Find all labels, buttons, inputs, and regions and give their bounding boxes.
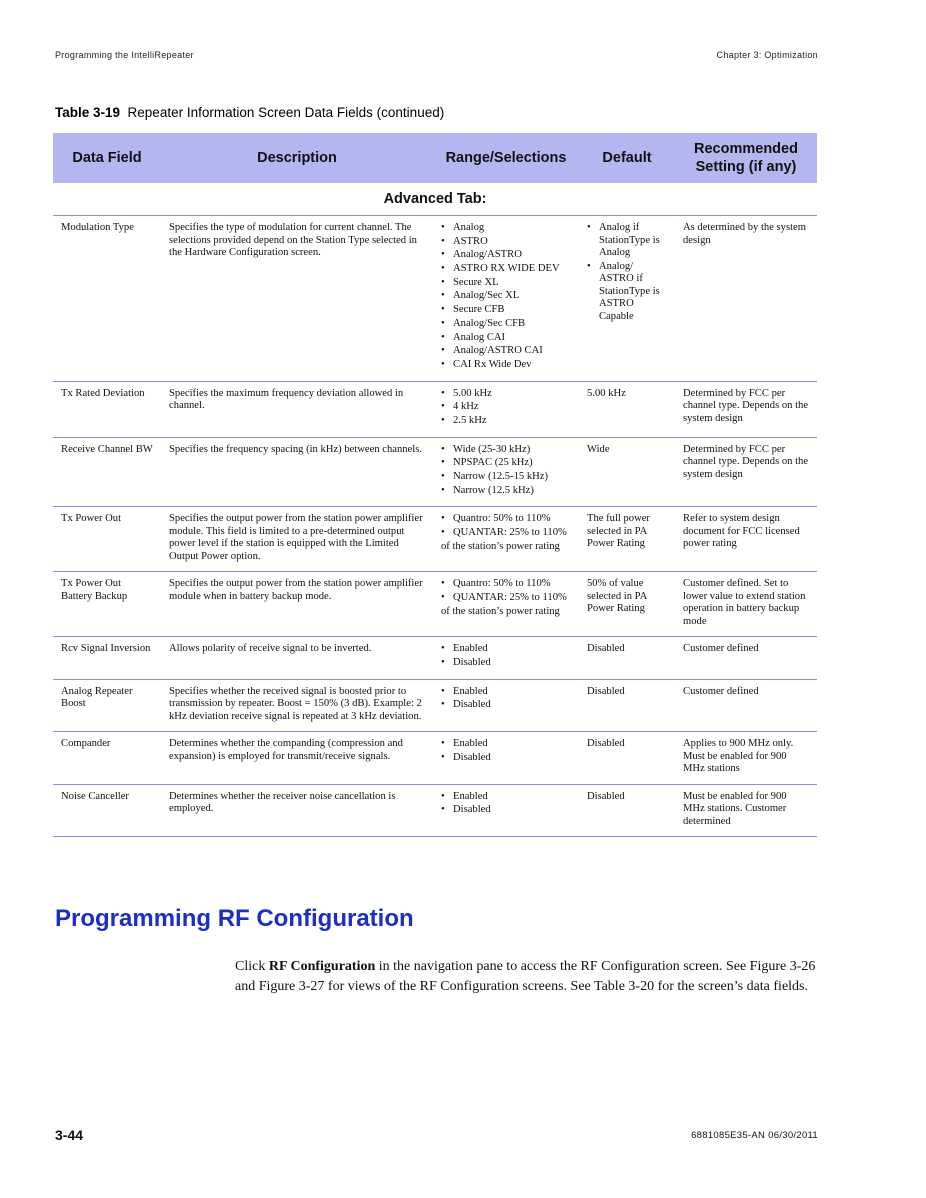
- cell-default: The full power selected in PA Power Rating: [579, 507, 675, 572]
- document-id: 6881085E35-AN 06/30/2011: [691, 1130, 818, 1141]
- cell-data-field: Modulation Type: [53, 216, 161, 382]
- body-bold-link-text: RF Configuration: [268, 959, 376, 974]
- list-item: • CAI Rx Wide Dev: [441, 359, 571, 372]
- cell-data-field: Tx Power Out: [53, 507, 161, 572]
- list-item: • Analog: [441, 222, 571, 235]
- cell-default: Disabled: [579, 732, 675, 785]
- table-caption-text: Repeater Information Screen Data Fields (continued): [127, 105, 445, 120]
- cell-recommended: Customer defined: [675, 637, 817, 679]
- cell-data-field: Analog Repeater Boost: [53, 679, 161, 732]
- page-number: 3-44: [55, 1127, 84, 1143]
- column-header: Recommended Setting (if any): [675, 133, 817, 183]
- cell-description: Specifies the output power from the station power amplifier module. This field is limited to a pre-determined output power level if the station is equipped with the Limited Output Power option.: [161, 507, 433, 572]
- cell-range: [433, 572, 579, 637]
- cell-range: [433, 216, 579, 382]
- list-item: • Analog/ASTRO: [441, 249, 571, 262]
- list-item: • Disabled: [441, 804, 571, 817]
- table-row: [53, 381, 817, 437]
- column-header: Description: [161, 133, 433, 183]
- table-row: [53, 572, 817, 637]
- bullet-list: [441, 513, 571, 539]
- list-item: • Enabled: [441, 738, 571, 751]
- list-item: • Disabled: [441, 657, 571, 670]
- list-item: • Analog/ ASTRO if StationType is ASTRO Capable: [587, 261, 667, 324]
- list-item: • 2.5 kHz: [441, 415, 571, 428]
- cell-description: Specifies the type of modulation for current channel. The selections provided depend on the Station Type selected in the Hardware Configuration screen.: [161, 216, 433, 382]
- table-body: [53, 183, 817, 837]
- cell-default: Disabled: [579, 784, 675, 837]
- table-row: [53, 637, 817, 679]
- running-header-right: [717, 50, 818, 60]
- bullet-list: [441, 643, 571, 669]
- cell-description: Specifies the maximum frequency deviation allowed in channel.: [161, 381, 433, 437]
- table-header: [53, 133, 817, 183]
- section-heading: Programming RF Configuration: [55, 905, 414, 932]
- list-item: • ASTRO RX WIDE DEV: [441, 263, 571, 276]
- running-header-left: [55, 50, 194, 60]
- list-item: • Enabled: [441, 686, 571, 699]
- cell-default: Disabled: [579, 637, 675, 679]
- body-pre: Click: [235, 959, 269, 974]
- cell-range: [433, 784, 579, 837]
- cell-range: [433, 679, 579, 732]
- cell-recommended: Determined by FCC per channel type. Depends on the system design: [675, 381, 817, 437]
- cell-description: Specifies whether the received signal is boosted prior to transmission by repeater. Boost = 150% (3 dB). Example: 2 kHz deviation receive signal is repeated at 3 kHz deviation.: [161, 679, 433, 732]
- list-item: • Enabled: [441, 791, 571, 804]
- bullet-list: [441, 578, 571, 604]
- list-item: • 5.00 kHz: [441, 388, 571, 401]
- list-item: • Secure CFB: [441, 304, 571, 317]
- list-item: • Secure XL: [441, 277, 571, 290]
- cell-recommended: Customer defined. Set to lower value to extend station operation in battery backup mode: [675, 572, 817, 637]
- body-post: in the navigation pane to access the RF Configuration screen. See Figure 3-26 and Figure 3-27 for views of the RF Configuration screens. See Table 3-20 for the screen’s data fields.: [235, 959, 816, 994]
- data-fields-table: [53, 133, 817, 837]
- cell-recommended: Applies to 900 MHz only. Must be enabled for 900 MHz stations: [675, 732, 817, 785]
- header-right-text: Chapter 3: Optimization: [716, 50, 818, 60]
- cell-default: Disabled: [579, 679, 675, 732]
- list-item: • Narrow (12.5 kHz): [441, 485, 571, 498]
- cell-recommended: Determined by FCC per channel type. Depends on the system design: [675, 437, 817, 507]
- list-item: • 4 kHz: [441, 401, 571, 414]
- cell-recommended: As determined by the system design: [675, 216, 817, 382]
- table-caption-label: Table 3-19: [55, 105, 121, 120]
- list-item: • Analog CAI: [441, 332, 571, 345]
- cell-data-field: Tx Rated Deviation: [53, 381, 161, 437]
- column-header: Data Field: [53, 133, 161, 183]
- header-left-text: Programming the IntelliRepeater: [55, 50, 194, 60]
- cell-data-field: Rcv Signal Inversion: [53, 637, 161, 679]
- section-row: [53, 183, 817, 216]
- cell-default: Wide: [579, 437, 675, 507]
- bullet-list: [441, 686, 571, 712]
- cell-description: Determines whether the companding (compression and expansion) is employed for transmit/receive signals.: [161, 732, 433, 785]
- cell-description: Allows polarity of receive signal to be inverted.: [161, 637, 433, 679]
- cell-range: [433, 437, 579, 507]
- bullet-list: [441, 388, 571, 428]
- table-caption: [55, 105, 444, 120]
- table-row: [53, 437, 817, 507]
- list-item: • QUANTAR: 25% to 110%: [441, 527, 571, 540]
- cell-recommended: Refer to system design document for FCC licensed power rating: [675, 507, 817, 572]
- range-note: of the station’s power rating: [441, 540, 560, 552]
- table-row: [53, 679, 817, 732]
- cell-recommended: Customer defined: [675, 679, 817, 732]
- list-item: • NPSPAC (25 kHz): [441, 457, 571, 470]
- cell-description: Determines whether the receiver noise cancellation is employed.: [161, 784, 433, 837]
- cell-range: [433, 637, 579, 679]
- cell-recommended: Must be enabled for 900 MHz stations. Customer determined: [675, 784, 817, 837]
- table-row: [53, 216, 817, 382]
- cell-range: [433, 732, 579, 785]
- list-item: • Analog/Sec CFB: [441, 318, 571, 331]
- cell-description: Specifies the output power from the station power amplifier module when in battery backup mode.: [161, 572, 433, 637]
- section-label: Advanced Tab:: [53, 183, 817, 216]
- cell-description: Specifies the frequency spacing (in kHz) between channels.: [161, 437, 433, 507]
- cell-data-field: Compander: [53, 732, 161, 785]
- cell-range: [433, 381, 579, 437]
- list-item: • Enabled: [441, 643, 571, 656]
- cell-data-field: Noise Canceller: [53, 784, 161, 837]
- list-item: • Analog if StationType is Analog: [587, 222, 667, 260]
- column-header: Default: [579, 133, 675, 183]
- bullet-list: [441, 222, 571, 371]
- cell-data-field: Tx Power Out Battery Backup: [53, 572, 161, 637]
- bullet-list: [441, 444, 571, 498]
- range-note: of the station’s power rating: [441, 605, 560, 617]
- list-item: • Narrow (12.5-15 kHz): [441, 471, 571, 484]
- bullet-list: [441, 791, 571, 817]
- list-item: • Quantro: 50% to 110%: [441, 513, 571, 526]
- section-body-paragraph: [235, 957, 817, 996]
- table-row: [53, 784, 817, 837]
- list-item: • Wide (25-30 kHz): [441, 444, 571, 457]
- cell-default: 50% of value selected in PA Power Rating: [579, 572, 675, 637]
- cell-default: [579, 216, 675, 382]
- bullet-list: [587, 222, 667, 323]
- column-header: Range/Selections: [433, 133, 579, 183]
- list-item: • Disabled: [441, 699, 571, 712]
- list-item: • Analog/ASTRO CAI: [441, 345, 571, 358]
- cell-default: 5.00 kHz: [579, 381, 675, 437]
- list-item: • QUANTAR: 25% to 110%: [441, 592, 571, 605]
- cell-data-field: Receive Channel BW: [53, 437, 161, 507]
- list-item: • Disabled: [441, 752, 571, 765]
- bullet-list: [441, 738, 571, 764]
- table-row: [53, 507, 817, 572]
- list-item: • Analog/Sec XL: [441, 290, 571, 303]
- list-item: • Quantro: 50% to 110%: [441, 578, 571, 591]
- table-row: [53, 732, 817, 785]
- cell-range: [433, 507, 579, 572]
- list-item: • ASTRO: [441, 236, 571, 249]
